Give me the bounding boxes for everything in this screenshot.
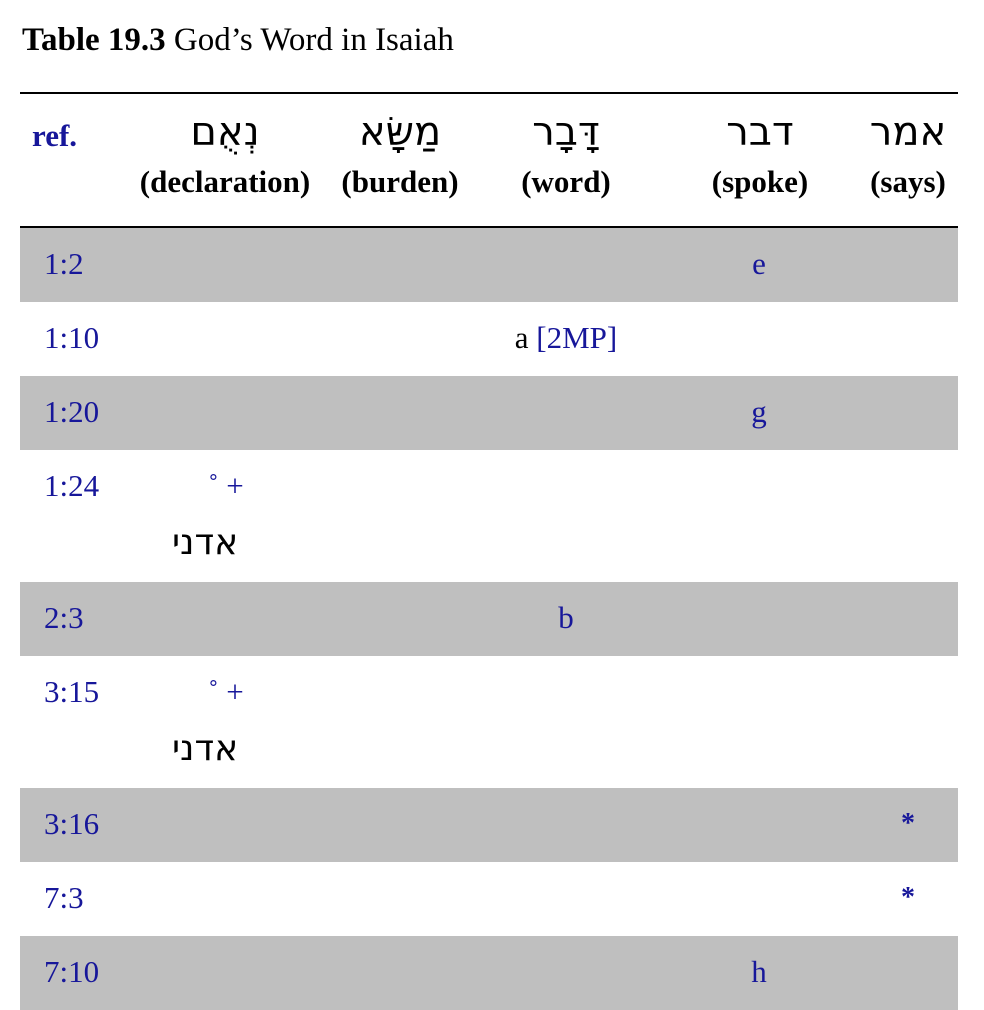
header-declaration xyxy=(130,102,320,202)
header-word xyxy=(496,102,636,202)
table-row xyxy=(20,450,958,582)
cell-word: b xyxy=(558,600,574,635)
table-body xyxy=(20,228,958,1010)
row-ref: 1:2 xyxy=(44,246,84,281)
table-row xyxy=(20,936,958,1010)
row-ref: 3:15 xyxy=(44,674,100,709)
cell-word xyxy=(515,318,617,358)
header-spoke-hebrew: דבר xyxy=(726,109,794,155)
cell-declaration: ˚ + xyxy=(208,674,244,709)
table-caption xyxy=(22,18,454,62)
row-ref: 3:16 xyxy=(44,806,100,841)
header-spoke-gloss: (spoke) xyxy=(711,164,809,199)
cell-declaration: ˚ + xyxy=(208,468,244,503)
table-row xyxy=(20,788,958,862)
header-word-hebrew: דָּבָר xyxy=(532,109,600,155)
cell-declaration-hebrew: אדני xyxy=(172,522,239,563)
cell-declaration-hebrew: אדני xyxy=(172,728,239,769)
cell-spoke: h xyxy=(751,954,767,989)
header-says xyxy=(852,102,964,202)
cell-says: * xyxy=(901,882,915,913)
table-title: God’s Word in Isaiah xyxy=(173,22,454,58)
cell-spoke: e xyxy=(752,246,766,281)
header-spoke xyxy=(690,102,830,202)
table-row xyxy=(20,582,958,656)
row-ref: 7:10 xyxy=(44,954,100,989)
header-burden-gloss: (burden) xyxy=(341,164,459,199)
header-says-gloss: (says) xyxy=(870,164,946,199)
word-annotation: [2MP] xyxy=(536,320,618,355)
row-ref: 1:24 xyxy=(44,468,100,503)
header-burden-hebrew: מַשָּׂא xyxy=(358,109,442,155)
table-header xyxy=(0,94,984,226)
header-ref: ref. xyxy=(32,118,78,153)
table-row xyxy=(20,228,958,302)
cell-says: * xyxy=(901,808,915,839)
cell-spoke: g xyxy=(751,394,767,429)
row-ref: 2:3 xyxy=(44,600,84,635)
row-ref: 1:10 xyxy=(44,320,100,355)
word-value: a xyxy=(514,320,529,355)
header-declaration-gloss: (declaration) xyxy=(139,164,311,199)
row-ref: 7:3 xyxy=(44,880,84,915)
table-number: Table 19.3 xyxy=(22,22,166,58)
table-row xyxy=(20,656,958,788)
header-declaration-hebrew: נְאֻם xyxy=(190,109,260,155)
table-row xyxy=(20,862,958,936)
table-row xyxy=(20,376,958,450)
row-ref: 1:20 xyxy=(44,394,100,429)
header-word-gloss: (word) xyxy=(521,164,611,199)
header-says-hebrew: אמר xyxy=(869,109,947,155)
header-burden xyxy=(330,102,470,202)
table-row xyxy=(20,302,958,376)
